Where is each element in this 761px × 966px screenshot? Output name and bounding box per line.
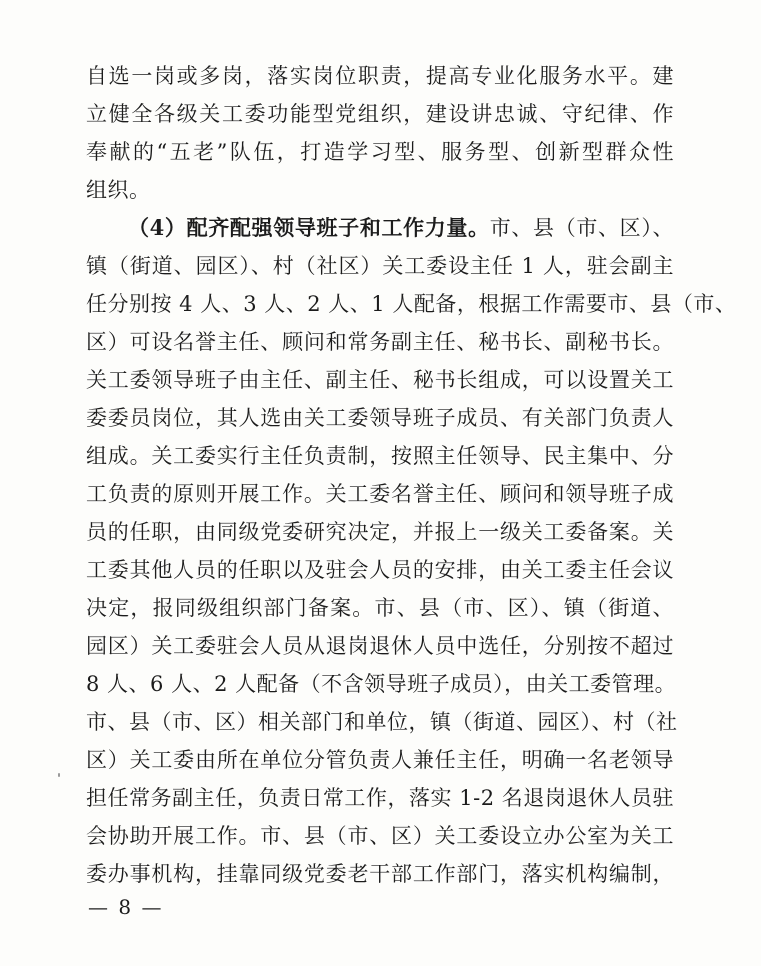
paragraph-1-line-4: 组织。	[86, 178, 151, 202]
paragraph-2-line-1-rest: 市、县（市、区）、	[489, 216, 674, 240]
paragraph-2-line-12: 园区）关工委驻会人员从退岗退休人员中选任，分别按不超过	[86, 634, 674, 658]
paragraph-2-line-5: 关工委领导班子由主任、副主任、秘书长组成，可以设置关工	[86, 368, 674, 392]
paragraph-2-line-15: 区）关工委由所在单位分管负责人兼任主任，明确一名老领导	[86, 748, 674, 772]
paragraph-2-line-3: 任分别按 4 人、3 人、2 人、1 人配备，根据工作需要市、县（市、	[86, 292, 737, 316]
scan-speck	[58, 773, 60, 777]
paragraph-2-line-9: 员的任职，由同级党委研究决定，并报上一级关工委备案。关	[86, 520, 674, 544]
page-number: — 8 —	[88, 895, 164, 919]
paragraph-2-line-11: 决定，报同级组织部门备案。市、县（市、区）、镇（街道、	[86, 596, 674, 620]
paragraph-2-line-8: 工负责的原则开展工作。关工委名誉主任、顾问和领导班子成	[86, 482, 674, 506]
paragraph-2-line-17: 会协助开展工作。市、县（市、区）关工委设立办公室为关工	[86, 824, 674, 848]
paragraph-2-line-1	[128, 213, 674, 243]
paragraph-2-line-10: 工委其他人员的任职以及驻会人员的安排，由关工委主任会议	[86, 558, 674, 582]
paragraph-1-line-1: 自选一岗或多岗，落实岗位职责，提高专业化服务水平。建	[86, 64, 674, 88]
paragraph-2-line-7: 组成。关工委实行主任负责制，按照主任领导、民主集中、分	[86, 444, 674, 468]
paragraph-1-line-2: 立健全各级关工委功能型党组织，建设讲忠诚、守纪律、作	[86, 102, 674, 126]
paragraph-2-line-2: 镇（街道、园区）、村（社区）关工委设主任 1 人，驻会副主	[86, 254, 674, 278]
paragraph-1-line-3: 奉献的“五老”队伍，打造学习型、服务型、创新型群众性	[86, 140, 674, 164]
paragraph-2-line-16: 担任常务副主任，负责日常工作，落实 1-2 名退岗退休人员驻	[86, 786, 674, 810]
paragraph-2-line-6: 委委员岗位，其人选由关工委领导班子成员、有关部门负责人	[86, 406, 674, 430]
paragraph-2-line-4: 区）可设名誉主任、顾问和常务副主任、秘书长、副秘书长。	[86, 330, 674, 354]
paragraph-2-line-13: 8 人、6 人、2 人配备（不含领导班子成员），由关工委管理。	[86, 672, 677, 696]
section-heading: （4）配齐配强领导班子和工作力量。	[128, 215, 490, 240]
paragraph-2-line-18: 委办事机构，挂靠同级党委老干部工作部门，落实机构编制，	[86, 862, 674, 886]
paragraph-2-line-14: 市、县（市、区）相关部门和单位，镇（街道、园区）、村（社	[86, 710, 678, 734]
